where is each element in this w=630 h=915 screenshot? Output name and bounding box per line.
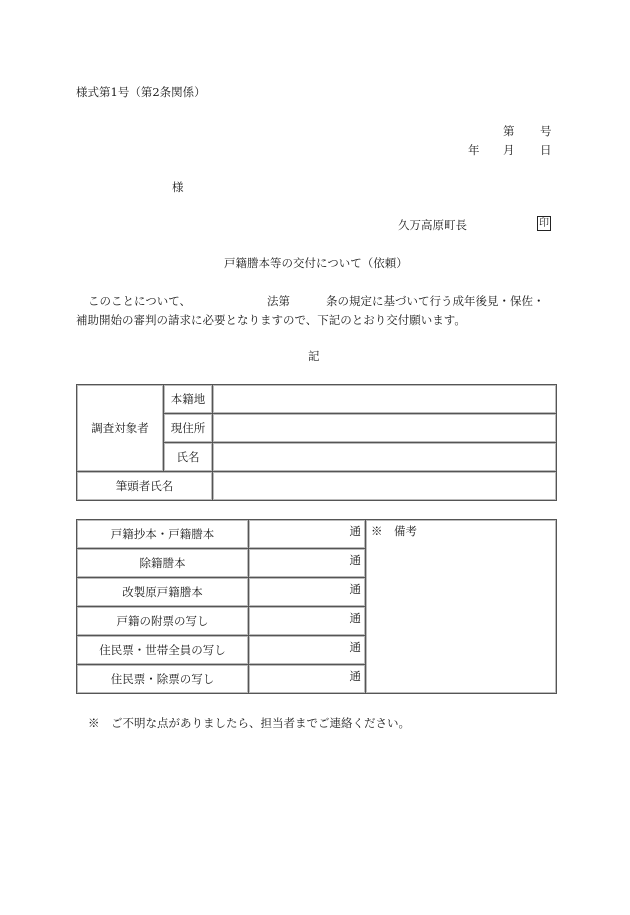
remarks-box[interactable] [366,520,557,694]
doc-no-dai: 第 [503,124,515,138]
item-label: 戸籍抄本・戸籍謄本 [77,520,249,549]
row-label-address: 現住所 [164,414,213,443]
sender-title: 久万高原町長 [398,218,467,232]
unit-label: 通 [349,640,361,654]
subject-group-label: 調査対象者 [77,385,164,472]
addressee-suffix: 様 [172,180,184,194]
unit-label: 通 [349,669,361,683]
unit-label: 通 [349,524,361,538]
footnote: ※ ご不明な点がありましたら、担当者までご連絡ください。 [88,716,410,730]
remarks-label: ※ 備考 [371,524,417,538]
body-line1-c: 条の規定に基づいて行う成年後見・保佐・ [326,294,545,308]
date-day: 日 [540,143,552,157]
ki-label: 記 [308,349,320,363]
date-month: 月 [503,143,515,157]
item-label: 住民票・世帯全員の写し [77,636,249,665]
body-line1-a: このことについて、 [88,294,192,308]
item-label: 住民票・除票の写し [77,665,249,694]
doc-no-go: 号 [540,124,552,138]
item-label: 除籍謄本 [77,549,249,578]
item-label: 戸籍の附票の写し [77,607,249,636]
subject-table [76,384,557,501]
field-address[interactable] [213,414,557,443]
field-honseki[interactable] [213,385,557,414]
form-number: 様式第1号（第2条関係） [76,85,206,99]
body-line1-b: 法第 [267,294,290,308]
item-count[interactable] [249,636,366,665]
item-count[interactable] [249,607,366,636]
unit-label: 通 [349,611,361,625]
row-label-head: 筆頭者氏名 [77,472,213,501]
unit-label: 通 [349,582,361,596]
field-name[interactable] [213,443,557,472]
request-table [76,519,557,694]
seal-mark: 印 [539,218,549,229]
item-count[interactable] [249,520,366,549]
row-label-honseki: 本籍地 [164,385,213,414]
unit-label: 通 [349,553,361,567]
item-label: 改製原戸籍謄本 [77,578,249,607]
item-count[interactable] [249,578,366,607]
date-year: 年 [468,143,480,157]
item-count[interactable] [249,549,366,578]
item-count[interactable] [249,665,366,694]
body-line2: 補助開始の審判の請求に必要となりますので、下記のとおり交付願います。 [76,313,466,327]
field-head-name[interactable] [213,472,557,501]
row-label-name: 氏名 [164,443,213,472]
subject-title: 戸籍謄本等の交付について（依頼） [224,256,408,270]
